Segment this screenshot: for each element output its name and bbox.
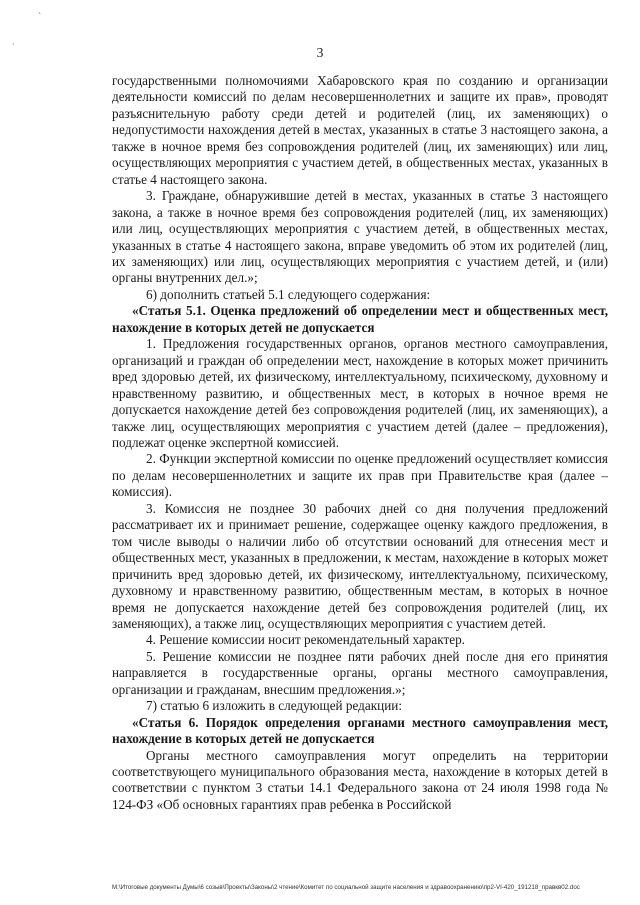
scan-mark: ·: [12, 40, 15, 49]
paragraph: 4. Решение комиссии носит рекомендательный характер.: [146, 632, 465, 648]
article-heading: «Статья 5.1. Оценка предложений об определении мест и общественных мест, нахождение в которых детей не допускается: [112, 303, 608, 335]
paragraph: 2. Функции экспертной комиссии по оценке предложений осуществляет комиссия по делам несовершеннолетних и защите их прав при Правительстве края (далее – комиссия).: [112, 451, 608, 500]
paragraph: 5. Решение комиссии не позднее пяти рабочих дней после дня его принятия направляется в государственные органы, органы местного самоуправления, организации и гражданам, внесшим предложения.»;: [112, 648, 608, 697]
paragraph: 3. Граждане, обнаружившие детей в местах, указанных в статье 3 настоящего закона, а также в ночное время без сопровождения родителей (лиц, их заменяющих) или лиц, осуществляющих мероприятия с участием детей, в общественных местах, указанных в статье 4 настоящего закона, вправе уведомить об этом их родителей (лиц, их заменяющих) или лиц, осуществляющих мероприятия с участием детей, и (или) органы внутренних дел.»;: [112, 188, 608, 286]
paragraph: Органы местного самоуправления могут определить на территории соответствующего муниципального образования места, нахождение в которых детей в соответствии с пунктом 3 статьи 14.1 Федерального закона от 24 июля 1998 года № 124-ФЗ «Об основных гарантиях прав ребенка в Российской: [112, 747, 608, 812]
paragraph: 7) статью 6 изложить в следующей редакции:: [146, 698, 402, 714]
document-body: [112, 73, 608, 813]
file-path-footer: M:\Итоговые документы Думы\6 созыв\Проекты\Законы\2 чтение\Комитет по социальной защите населения и здравоохранению\пр2-VI-420_191218_правкв02.doc: [112, 884, 580, 891]
article-heading: «Статья 6. Порядок определения органами местного самоуправления мест, нахождение в которых детей не допускается: [112, 714, 608, 747]
scan-mark: `: [38, 12, 42, 21]
page-number: 3: [316, 46, 324, 61]
paragraph: 3. Комиссия не позднее 30 рабочих дней со дня получения предложений рассматривает их и принимает решение, содержащее оценку каждого предложения, в том числе выводы о наличии либо об отсутствии оснований для отнесения мест и общественных мест, указанных в предложении, к местам, нахождение в которых может причинить вред здоровью детей, их физическому, интеллектуальному, психическому, духовному и нравственному развитию, общественным местам, в которых в ночное время не допускается нахождение детей без сопровождения родителей (лиц, их заменяющих), а также лиц, осуществляющих мероприятия с участием детей.: [112, 500, 608, 631]
paragraph: государственными полномочиями Хабаровского края по созданию и организации деятельности комиссий по делам несовершеннолетних и защите их прав», проводят разъяснительную работу среди детей и родителей (лиц, их заменяющих) о недопустимости нахождения детей в местах, указанных в статье 3 настоящего закона, а также в ночное время без сопровождения родителей (лиц, их заменяющих) или лиц, осуществляющих мероприятия с участием детей, в общественных местах, указанных в статье 4 настоящего закона.: [112, 73, 608, 187]
paragraph: 6) дополнить статьей 5.1 следующего содержания:: [146, 286, 431, 302]
paragraph: 1. Предложения государственных органов, органов местного самоуправления, организаций и граждан об определении мест, нахождение в которых может причинить вред здоровью детей, их физическому, интеллектуальному, психическому, духовному и нравственному развитию, и общественных мест, в которых в ночное время не допускается нахождение детей без сопровождения родителей (лиц, их заменяющих), а также лиц, осуществляющих мероприятия с участием детей (далее – предложения), подлежат оценке экспертной комиссией.: [112, 336, 608, 450]
